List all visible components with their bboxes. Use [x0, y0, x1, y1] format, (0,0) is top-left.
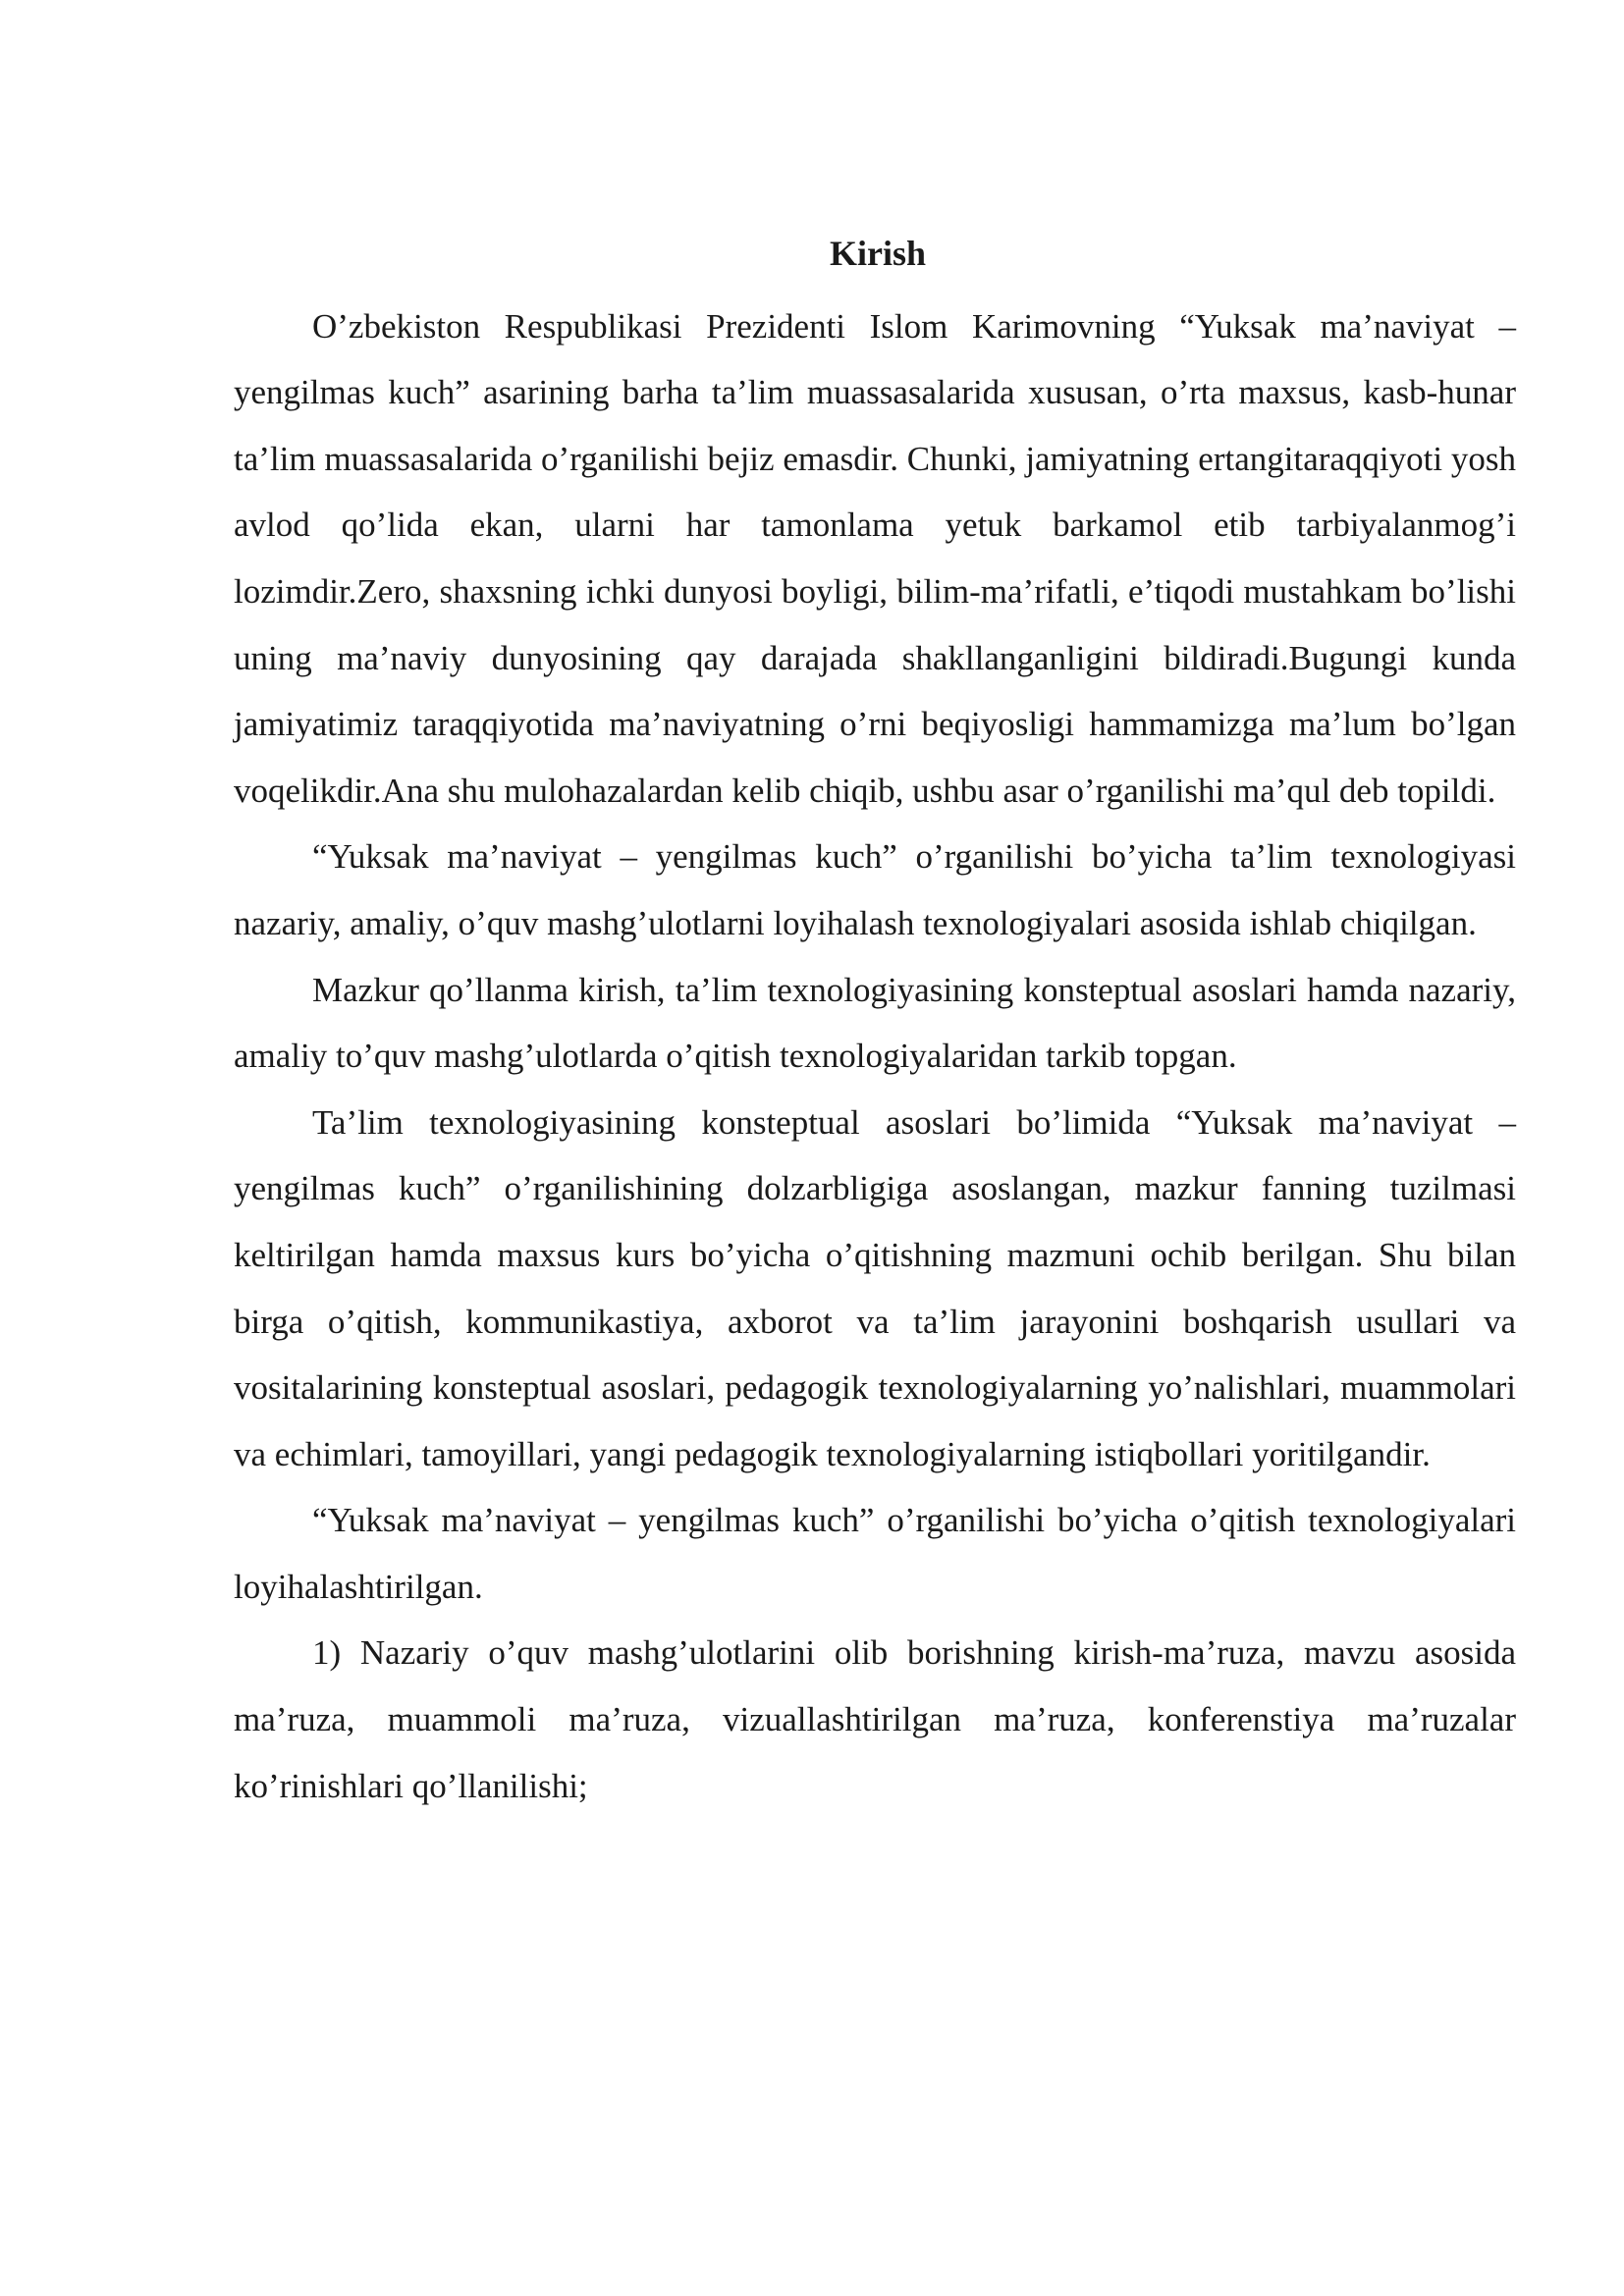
paragraph-technology: “Yuksak ma’naviyat – yengilmas kuch” o’rganilishi bo’yicha ta’lim texnologiyasi nazariy, amaliy, o’quv mashg’ulotlarni loyihalash texnologiyalari asosida ishlab chiqilgan.	[234, 837, 1516, 942]
paragraph-intro: O’zbekiston Respublikasi Prezidenti Islom Karimovning “Yuksak ma’naviyat – yengilmas kuch” asarining barha ta’lim muassasalarida xususan, o’rta maxsus, kasb-hunar ta’lim muassasalarida o’rganilishi bejiz emasdir. Chunki, jamiyatning ertangitaraqqiyoti yosh avlod qo’lida ekan, ularni har tamonlama yetuk barkamol etib tarbiyalanmog’i lozimdir.Zero, shaxsning ichki dunyosi boyligi, bilim-ma’rifatli, e’tiqodi mustahkam bo’lishi uning ma’naviy dunyosining qay darajada shakllanganligini bildiradi.Bugungi kunda jamiyatimiz taraqqiyotida ma’naviyatning o’rni beqiyosligi hammamizga ma’lum bo’lgan voqelikdir.Ana shu mulohazalardan kelib chiqib, ushbu asar o’rganilishi ma’qul deb topildi.	[234, 306, 1516, 810]
page-title: Kirish	[829, 234, 926, 273]
paragraph-manual-structure: Mazkur qo’llanma kirish, ta’lim texnologiyasining konsteptual asoslari hamda nazariy, amaliy to’quv mashg’ulotlarda o’qitish texnologiyalaridan tarkib topgan.	[234, 970, 1516, 1076]
paragraph-design: “Yuksak ma’naviyat – yengilmas kuch” o’rganilishi bo’yicha o’qitish texnologiyalari loyihalashtirilgan.	[234, 1501, 1516, 1606]
document-body	[234, 221, 1516, 1819]
paragraph-conceptual-basis: Ta’lim texnologiyasining konsteptual asoslari bo’limida “Yuksak ma’naviyat – yengilmas kuch” o’rganilishining dolzarbligiga asoslangan, mazkur fanning tuzilmasi keltirilgan hamda maxsus kurs bo’yicha o’qitishning mazmuni ochib berilgan. Shu bilan birga o’qitish, kommunikastiya, axborot va ta’lim jarayonini boshqarish usullari va vositalarining konsteptual asoslari, pedagogik texnologiyalarning yo’nalishlari, muammolari va echimlari, tamoyillari, yangi pedagogik texnologiyalarning istiqbollari yoritilgandir.	[234, 1102, 1516, 1473]
paragraph-list-item-1: 1) Nazariy o’quv mashg’ulotlarini olib borishning kirish-ma’ruza, mavzu asosida ma’ruza, muammoli ma’ruza, vizuallashtirilgan ma’ruza, konferenstiya ma’ruzalar ko’rinishlari qo’llanilishi;	[234, 1633, 1516, 1805]
